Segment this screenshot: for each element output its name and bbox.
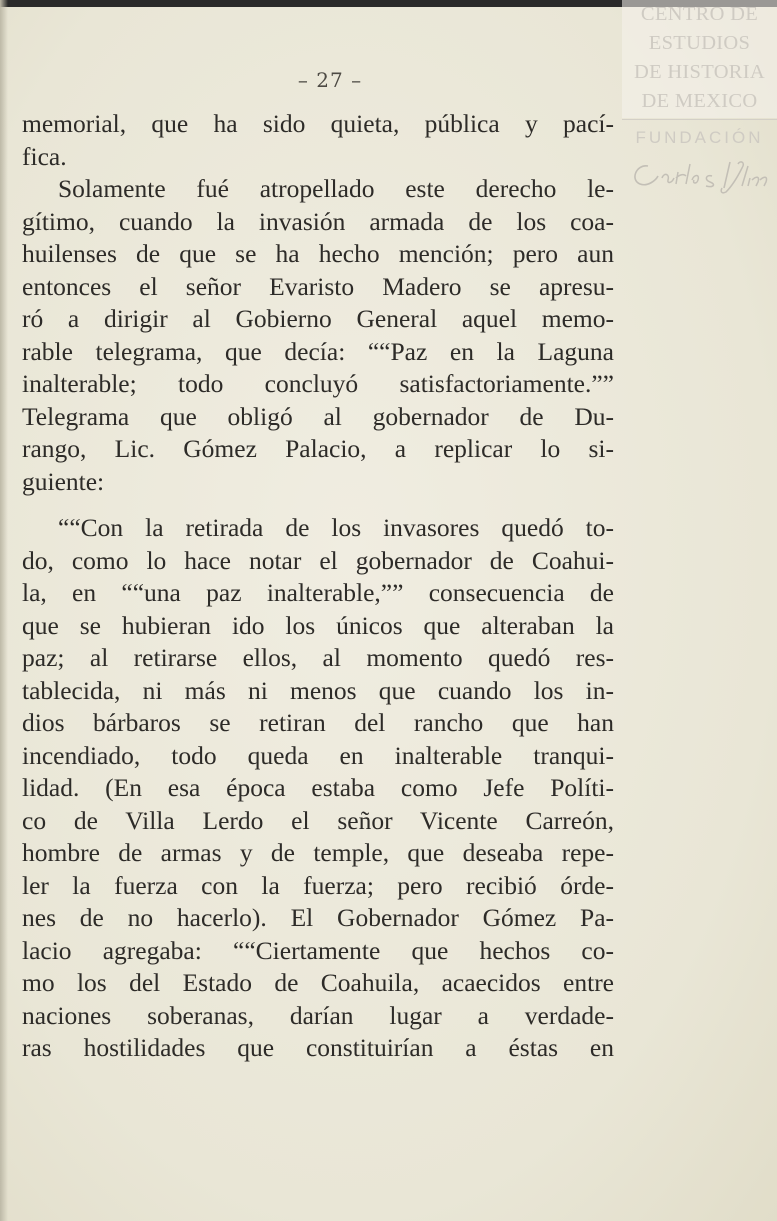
text-line: gítimo, cuando la invasión armada de los coa- (22, 206, 614, 236)
text-line: paz; al retirarse ellos, al momento quedó res- (22, 643, 614, 672)
text-line: ler la fuerza con la fuerza; pero recibió órde- (22, 870, 614, 900)
text-line: Telegrama que obligó al gobernador de Du- (22, 401, 614, 431)
text-line: incendiado, todo queda en inalterable tranqui- (22, 740, 614, 770)
page-gutter-shadow (0, 0, 8, 1221)
text-line: lidad. (En esa época estaba como Jefe Políti- (22, 773, 614, 802)
text-line: nes de no hacerlo). El Gobernador Gómez Pa- (22, 903, 614, 932)
stamp-line-4: DE MEXICO (641, 90, 758, 112)
text-line: fica. (22, 141, 67, 171)
stamp-line-2: ESTUDIOS (648, 32, 751, 54)
stamp-foundation: FUNDACIÓN (635, 128, 764, 147)
paragraph-gap (22, 498, 614, 512)
text-line: entonces el señor Evaristo Madero se apresu- (22, 271, 614, 301)
stamp-line-1: CENTRO DE (640, 3, 759, 25)
text-line: do, como lo hace notar el gobernador de Coahui- (22, 545, 614, 575)
text-line: la, en ““una paz inalterable,”” consecuencia de (22, 578, 614, 607)
text-line: rango, Lic. Gómez Palacio, a replicar lo si- (22, 434, 614, 463)
page-number: – 27 – (297, 68, 363, 92)
signature-icon (626, 158, 776, 198)
text-line: hombre de armas y de temple, que deseaba repe- (22, 838, 614, 867)
text-line: ras hostilidades que constituirían a éstas en (22, 1033, 614, 1062)
text-line: guiente: (22, 466, 105, 496)
text-line: ró a dirigir al Gobierno General aquel memo- (22, 304, 614, 333)
text-line: memorial, que ha sido quieta, pública y pací- (22, 109, 614, 138)
text-line: Solamente fué atropellado este derecho le- (58, 174, 614, 203)
text-line: tablecida, ni más ni menos que cuando los in- (22, 675, 614, 705)
text-line: rable telegrama, que decía: ““Paz en la Laguna (22, 336, 614, 366)
text-line: naciones soberanas, darían lugar a verdade- (22, 1000, 614, 1030)
archive-stamp (622, 0, 777, 200)
text-line: lacio agregaba: ““Ciertamente que hechos co- (22, 935, 614, 965)
body-text (22, 108, 614, 1065)
stamp-divider (622, 119, 777, 120)
text-line: ““Con la retirada de los invasores quedó to- (58, 513, 614, 542)
text-line: co de Villa Lerdo el señor Vicente Carreón, (22, 805, 614, 835)
text-line: inalterable; todo concluyó satisfactoriamente.”” (22, 369, 614, 398)
text-line: que se hubieran ido los únicos que alteraban la (22, 610, 614, 640)
text-line: huilenses de que se ha hecho mención; pero aun (22, 239, 614, 268)
text-line: dios bárbaros se retiran del rancho que han (22, 708, 614, 737)
stamp-line-3: DE HISTORIA (633, 61, 766, 83)
text-line: mo los del Estado de Coahuila, acaecidos entre (22, 968, 614, 997)
